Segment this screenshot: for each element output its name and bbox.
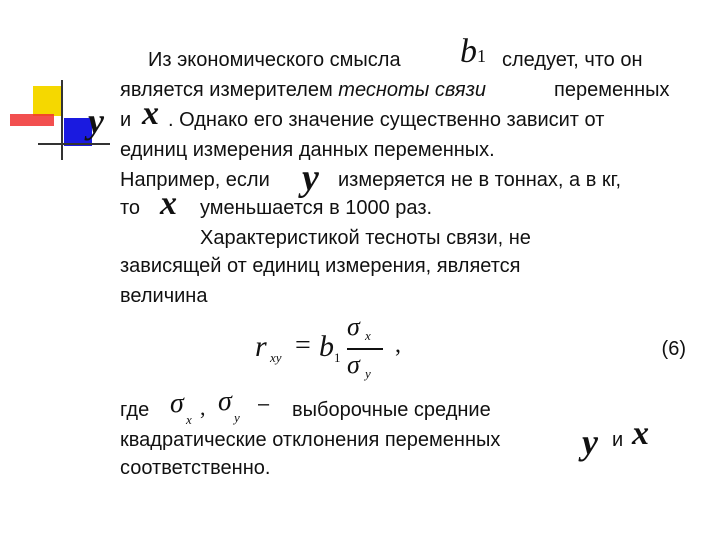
- decoration-red-bar: [10, 114, 54, 126]
- math-sub-x: x: [365, 328, 371, 343]
- math-r: r: [255, 330, 267, 363]
- math-sigma-y: σ: [347, 350, 360, 379]
- text-line-10: где σ x , σ y – выборочные средние: [120, 396, 696, 424]
- decoration-yellow-square: [33, 86, 63, 116]
- math-sub-x: x: [186, 412, 192, 427]
- math-sigma-x: σ: [170, 388, 184, 419]
- math-y: y: [302, 157, 319, 199]
- math-sub-1: 1: [334, 350, 341, 365]
- math-sigma-x: σ: [347, 312, 360, 341]
- equation-number: (6): [661, 338, 686, 360]
- math-x: x: [142, 95, 159, 132]
- math-x: x: [160, 185, 177, 222]
- text-line-9: величина: [120, 285, 208, 307]
- dash: –: [258, 393, 270, 415]
- math-equals: =: [295, 330, 311, 361]
- decoration-horizontal-line: [38, 143, 110, 145]
- math-x: x: [632, 415, 649, 452]
- formula-6: [255, 312, 425, 392]
- text-line-2: является измерителем тесноты связи переменных: [120, 79, 670, 101]
- math-sigma-y: σ: [218, 386, 232, 417]
- math-comma: ,: [200, 395, 206, 420]
- math-comma: ,: [395, 332, 401, 358]
- math-sub-y: y: [365, 366, 371, 381]
- text-line-5: Например, если y измеряется не в тоннах, а в кг,: [120, 157, 622, 199]
- math-b: b: [319, 330, 334, 363]
- text-line-4: единиц измерения данных переменных.: [120, 139, 495, 161]
- text-line-11: квадратические отклонения переменных y и x: [120, 415, 649, 462]
- text-line-12: соответственно.: [120, 457, 271, 479]
- text-line-3: и x . Однако его значение существенно зависит от: [120, 95, 605, 132]
- math-sub-y: y: [234, 410, 240, 425]
- math-y-margin: y: [88, 101, 104, 141]
- math-b1: b1: [460, 33, 486, 70]
- math-y: y: [582, 422, 598, 462]
- text-line-6: то x уменьшается в 1000 раз.: [120, 185, 433, 222]
- math-sub-xy: xy: [270, 350, 282, 365]
- text-line-8: зависящей от единиц измерения, является: [120, 255, 521, 277]
- decoration-vertical-line: [61, 80, 63, 160]
